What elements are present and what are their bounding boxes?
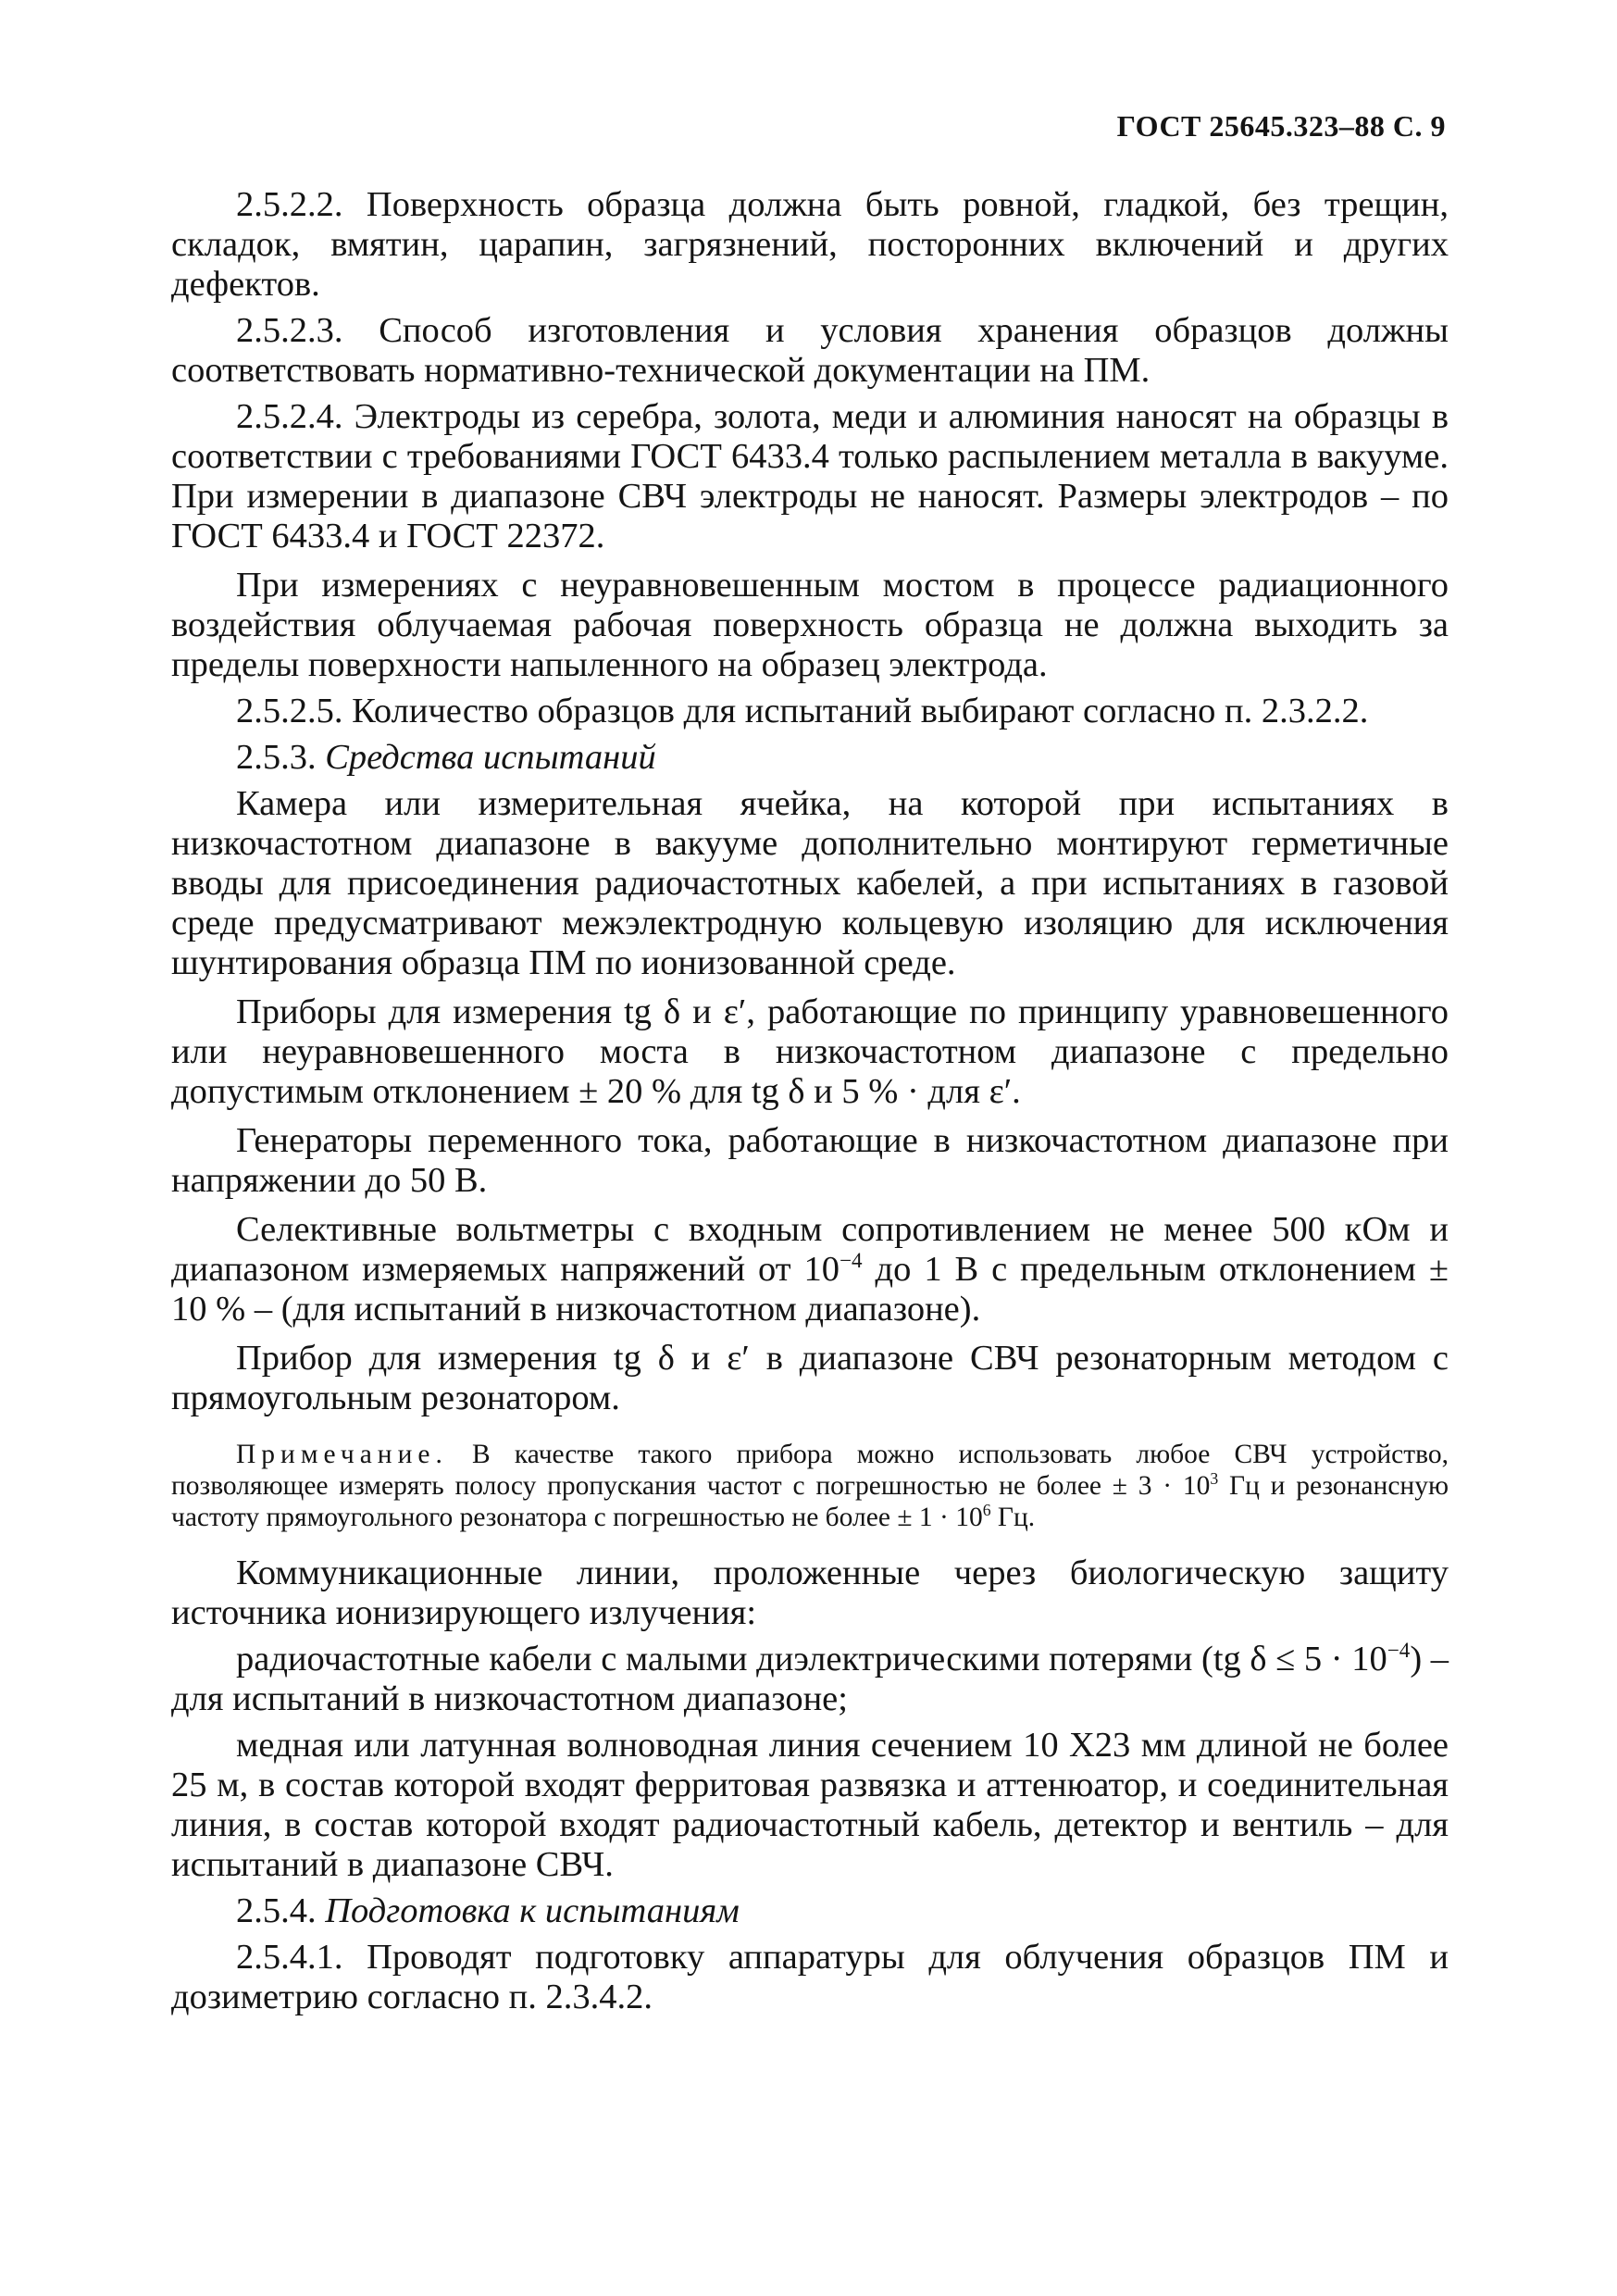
paragraph-waveguide: медная или латунная волноводная линия сечением 10 Х23 мм длиной не более 25 м, в состав которой входят ферритовая развязка и аттенюатор, и соединительная линия, в состав которой входят радиочастотный кабель, детектор и вентиль – для испытаний в диапазоне СВЧ. bbox=[171, 1726, 1449, 1884]
section-number: 2.5.3. bbox=[236, 738, 317, 777]
paragraph-communication-lines: Коммуникационные линии, проложенные через биологическую защиту источника ионизирующего излучения: bbox=[171, 1554, 1449, 1632]
note-label: Примечание. bbox=[236, 1440, 448, 1469]
paragraph-2-5-4-1: 2.5.4.1. Проводят подготовку аппаратуры для облучения образцов ПМ и дозиметрию согласно п. 2.3.4.2. bbox=[171, 1938, 1449, 2016]
paragraph-unbalanced-bridge: При измерениях с неуравновешенным мостом в процессе радиационного воздействия облучаемая рабочая поверхность образца не должна выходить за пределы поверхности напыленного на образец электрода. bbox=[171, 566, 1449, 684]
paragraph-2-5-2-2: 2.5.2.2. Поверхность образца должна быть ровной, гладкой, без трещин, складок, вмятин, царапин, загрязнений, посторонних включений и других дефектов. bbox=[171, 185, 1449, 304]
paragraph-instruments: Приборы для измерения tg δ и ε′, работающие по принципу уравновешенного или неуравновешенного моста в низкочастотном диапазоне с предельно допустимым отклонением ± 20 % для tg δ и 5 % · для ε′. bbox=[171, 992, 1449, 1111]
paragraph-chamber: Камера или измерительная ячейка, на которой при испытаниях в низкочастотном диапазоне в вакууме дополнительно монтируют герметичные вводы для присоединения радиочастотных кабелей, а при испытаниях в газовой среде предусматривают межэлектродную кольцевую изоляцию для исключения шунтирования образца ПМ по ионизованной среде. bbox=[171, 784, 1449, 982]
section-title: Подготовка к испытаниям bbox=[325, 1891, 740, 1930]
section-title: Средства испытаний bbox=[325, 738, 656, 777]
section-number: 2.5.4. bbox=[236, 1891, 317, 1930]
section-heading-2-5-4 bbox=[171, 1891, 1449, 1931]
paragraph-rf-cables: радиочастотные кабели с малыми диэлектрическими потерями (tg $\delta \le 5 \cdot 10^{-4}$) – для испытаний в низкочастотном диапазоне; bbox=[171, 1638, 1449, 1718]
paragraph-generators: Генераторы переменного тока, работающие в низкочастотном диапазоне при напряжении до 50 В. bbox=[171, 1121, 1449, 1200]
note: Примечание. В качестве такого прибора можно использовать любое СВЧ устройство, позволяющее измерять полосу пропускания частот с погрешностью не более ± $3 \cdot 10^3$ Гц и резонансную частоту прямоугольного резонатора с погрешностью не более ± $1 \cdot 10^6$ Гц. bbox=[171, 1440, 1449, 1532]
page-body bbox=[171, 185, 1449, 2024]
section-heading-2-5-3 bbox=[171, 738, 1449, 778]
paragraph-voltmeters: Селективные вольтметры с входным сопротивлением не менее 500 кОм и диапазоном измеряемых напряжений от $10^{-4}$ до 1 В с предельным отклонением ± 10 % – (для испытаний в низкочастотном диапазоне). bbox=[171, 1210, 1449, 1329]
paragraph-microwave-instrument: Прибор для измерения tg δ и ε′ в диапазоне СВЧ резонаторным методом с прямоугольным резонатором. bbox=[171, 1339, 1449, 1417]
page-header: ГОСТ 25645.323–88 С. 9 bbox=[1116, 109, 1446, 143]
paragraph-2-5-2-3: 2.5.2.3. Способ изготовления и условия хранения образцов должны соответствовать нормативно-технической документации на ПМ. bbox=[171, 311, 1449, 390]
paragraph-2-5-2-5: 2.5.2.5. Количество образцов для испытаний выбирают согласно п. 2.3.2.2. bbox=[236, 692, 1369, 730]
paragraph-2-5-2-4: 2.5.2.4. Электроды из серебра, золота, меди и алюминия наносят на образцы в соответствии с требованиями ГОСТ 6433.4 только распылением металла в вакууме. При измерении в диапазоне СВЧ электроды не наносят. Размеры электродов – по ГОСТ 6433.4 и ГОСТ 22372. bbox=[171, 397, 1449, 555]
